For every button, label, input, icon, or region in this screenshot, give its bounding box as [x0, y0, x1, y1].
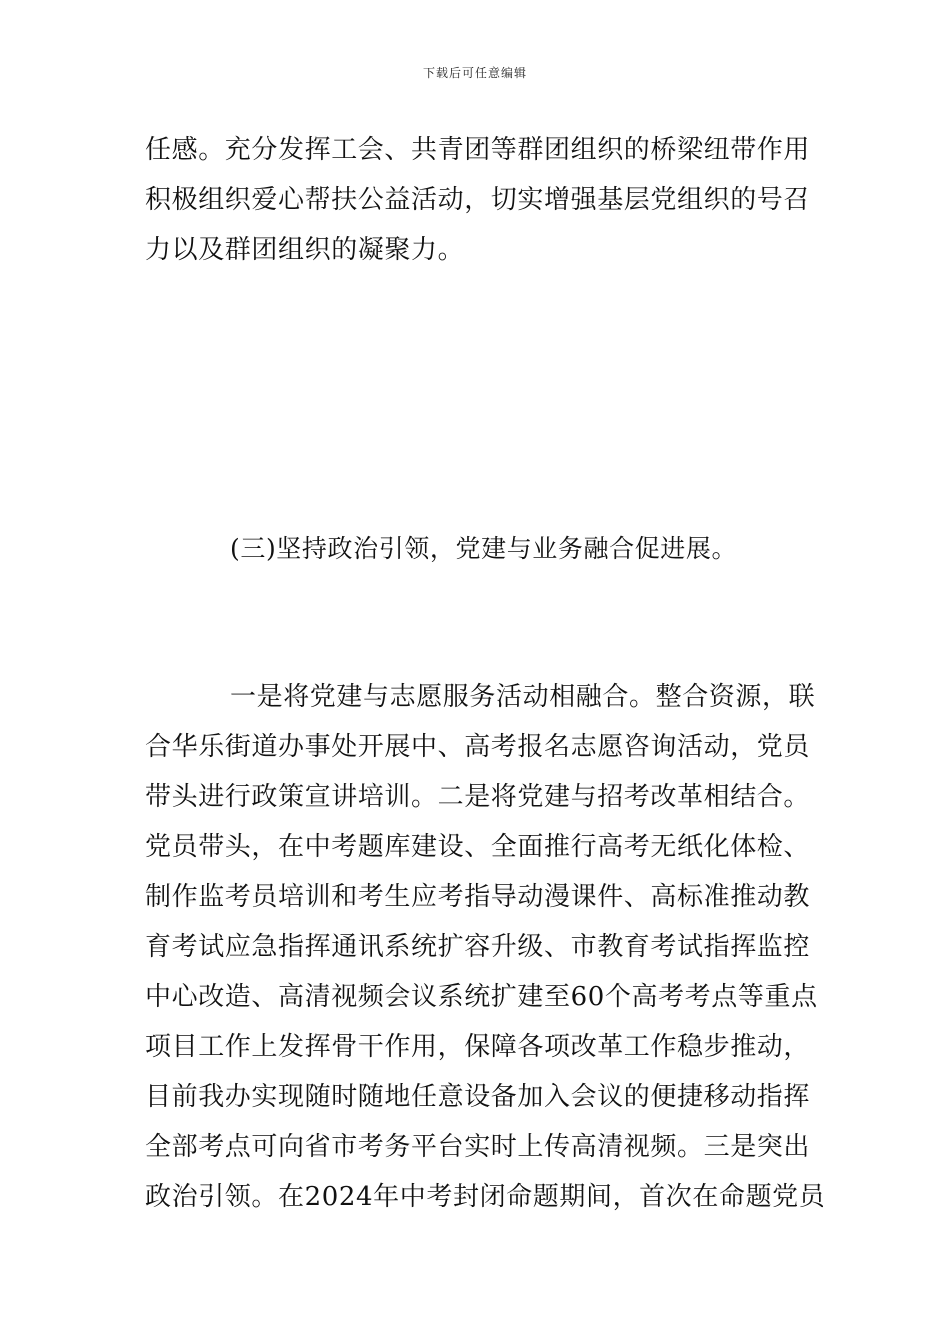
paragraph-line: 任感。充分发挥工会、共青团等群团组织的桥梁纽带作用 [145, 135, 811, 165]
paragraph-line: 党员带头，在中考题库建设、全面推行高考无纸化体检、 [145, 832, 811, 862]
paragraph-line: 制作监考员培训和考生应考指导动漫课件、高标准推动教 [145, 882, 811, 912]
section-heading: (三)坚持政治引领，党建与业务融合促进展。 [230, 534, 738, 563]
paragraph-line: 政治引领。在2024年中考封闭命题期间，首次在命题党员 [145, 1182, 826, 1212]
paragraph-line: 合华乐街道办事处开展中、高考报名志愿咨询活动，党员 [145, 732, 811, 762]
paragraph-line: 目前我办实现随时随地任意设备加入会议的便捷移动指挥 [145, 1082, 811, 1112]
paragraph-line: 带头进行政策宣讲培训。二是将党建与招考改革相结合。 [145, 782, 811, 812]
paragraph-line: 一是将党建与志愿服务活动相融合。整合资源，联 [230, 682, 816, 712]
paragraph-line: 力以及群团组织的凝聚力。 [145, 235, 465, 265]
paragraph-line: 中心改造、高清视频会议系统扩建至60个高考考点等重点 [145, 982, 818, 1012]
paragraph-line: 积极组织爱心帮扶公益活动，切实增强基层党组织的号召 [145, 185, 811, 215]
page-header-note: 下载后可任意编辑 [422, 66, 527, 80]
paragraph-line: 全部考点可向省市考务平台实时上传高清视频。三是突出 [145, 1132, 811, 1162]
paragraph-line: 项目工作上发挥骨干作用，保障各项改革工作稳步推动， [145, 1032, 811, 1062]
paragraph-line: 育考试应急指挥通讯系统扩容升级、市教育考试指挥监控 [145, 932, 811, 962]
